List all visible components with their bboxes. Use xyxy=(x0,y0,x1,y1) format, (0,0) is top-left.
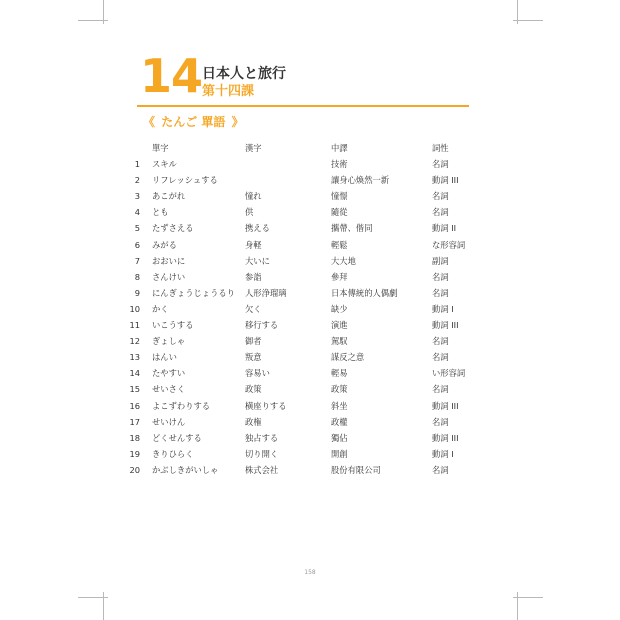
row-kanji: 人形浄瑠璃 xyxy=(245,287,287,298)
column-header-part-of-speech: 詞性 xyxy=(432,143,449,153)
row-number: 10 xyxy=(129,303,140,314)
section-close-bracket: 》 xyxy=(231,115,244,129)
lesson-subtitle: 第十四課 xyxy=(202,84,255,99)
row-meaning: 輕鬆 xyxy=(331,239,348,250)
row-part-of-speech: 名詞 xyxy=(432,191,449,202)
row-meaning: 攜帶、偕同 xyxy=(331,223,373,234)
row-part-of-speech: 名詞 xyxy=(432,271,449,282)
row-kanji: 株式会社 xyxy=(245,464,279,475)
row-part-of-speech: 名詞 xyxy=(432,416,449,427)
row-kanji: 憧れ xyxy=(245,191,262,202)
row-number: 7 xyxy=(134,255,140,266)
row-word: どくせんする xyxy=(152,432,202,443)
section-title-text: たんご 單語 xyxy=(161,115,226,129)
row-word: にんぎょうじょうるり xyxy=(152,287,235,298)
row-meaning: 輕易 xyxy=(331,368,348,379)
section-open-bracket: 《 xyxy=(143,115,156,129)
row-number: 1 xyxy=(134,159,140,169)
row-word: せいけん xyxy=(152,416,186,427)
column-header-kanji: 漢字 xyxy=(245,143,262,153)
row-part-of-speech: な形容詞 xyxy=(432,239,466,250)
row-meaning: 讓身心煥然一新 xyxy=(331,175,390,186)
row-part-of-speech: 動詞 III xyxy=(432,432,459,443)
row-part-of-speech: 動詞 III xyxy=(432,320,459,330)
row-kanji: 叛意 xyxy=(245,352,262,363)
row-word: おおいに xyxy=(152,255,186,266)
row-meaning: 憧憬 xyxy=(331,191,348,202)
row-number: 5 xyxy=(134,223,140,234)
row-number: 9 xyxy=(134,287,140,298)
row-word: たやすい xyxy=(152,368,186,379)
row-number: 8 xyxy=(134,271,140,282)
row-word: ぎょしゃ xyxy=(152,336,186,347)
row-part-of-speech: 名詞 xyxy=(432,336,449,347)
row-kanji: 御者 xyxy=(245,336,262,347)
row-meaning: 政策 xyxy=(331,384,348,395)
row-meaning: 日本傳統的人偶劇 xyxy=(331,287,398,298)
row-kanji: 政策 xyxy=(245,384,262,395)
row-number: 11 xyxy=(129,320,140,330)
row-kanji: 携える xyxy=(245,223,270,234)
row-number: 20 xyxy=(129,464,140,475)
row-word: きりひらく xyxy=(152,448,194,459)
row-kanji: 横座りする xyxy=(245,400,287,411)
row-kanji: 欠く xyxy=(245,303,262,314)
row-number: 13 xyxy=(129,352,140,363)
row-meaning: 政權 xyxy=(331,416,348,427)
row-meaning: 演進 xyxy=(331,320,348,330)
row-word: かぶしきがいしゃ xyxy=(152,464,219,475)
row-meaning: 技術 xyxy=(331,159,348,169)
row-part-of-speech: い形容詞 xyxy=(432,368,466,379)
row-word: あこがれ xyxy=(152,191,186,202)
lesson-number: 14 xyxy=(140,49,203,103)
row-word: スキル xyxy=(152,159,177,169)
row-meaning: 隨從 xyxy=(331,207,348,218)
row-kanji: 切り開く xyxy=(245,448,279,459)
row-part-of-speech: 名詞 xyxy=(432,352,449,363)
row-number: 16 xyxy=(129,400,140,411)
row-kanji: 大いに xyxy=(245,255,270,266)
row-meaning: 獨佔 xyxy=(331,432,348,443)
row-part-of-speech: 名詞 xyxy=(432,384,449,395)
row-number: 2 xyxy=(134,175,140,186)
column-header-word: 單字 xyxy=(152,143,169,153)
row-part-of-speech: 名詞 xyxy=(432,207,449,218)
row-number: 15 xyxy=(129,384,140,395)
row-meaning: 大大地 xyxy=(331,255,356,266)
row-word: リフレッシュする xyxy=(152,175,218,186)
row-kanji: 容易い xyxy=(245,368,270,379)
row-word: とも xyxy=(152,207,169,218)
row-part-of-speech: 動詞 II xyxy=(432,223,457,234)
row-kanji: 政権 xyxy=(245,416,262,427)
row-kanji: 身軽 xyxy=(245,239,262,250)
row-meaning: 斜坐 xyxy=(331,400,348,411)
lesson-title: 日本人と旅行 xyxy=(202,66,286,82)
row-part-of-speech: 動詞 I xyxy=(432,303,454,314)
row-part-of-speech: 名詞 xyxy=(432,464,449,475)
row-number: 4 xyxy=(134,207,140,218)
row-meaning: 謀反之意 xyxy=(331,352,365,363)
row-part-of-speech: 名詞 xyxy=(432,159,449,169)
row-kanji: 移行する xyxy=(245,320,279,330)
row-number: 17 xyxy=(129,416,140,427)
row-number: 3 xyxy=(134,191,140,202)
row-part-of-speech: 動詞 I xyxy=(432,448,454,459)
row-word: たずさえる xyxy=(152,223,194,234)
row-word: いこうする xyxy=(152,320,194,330)
row-part-of-speech: 動詞 III xyxy=(432,400,459,411)
row-part-of-speech: 副詞 xyxy=(432,255,449,266)
row-part-of-speech: 動詞 III xyxy=(432,175,459,186)
row-number: 14 xyxy=(129,368,140,379)
row-number: 12 xyxy=(129,336,140,347)
row-word: せいさく xyxy=(152,384,186,395)
row-number: 19 xyxy=(129,448,140,459)
row-meaning: 股份有限公司 xyxy=(331,464,381,475)
row-number: 6 xyxy=(134,239,140,250)
row-kanji: 供 xyxy=(245,207,254,218)
row-number: 18 xyxy=(129,432,140,443)
row-meaning: 參拜 xyxy=(331,271,348,282)
row-word: はんい xyxy=(152,352,177,363)
row-kanji: 独占する xyxy=(245,432,279,443)
row-part-of-speech: 名詞 xyxy=(432,287,449,298)
row-meaning: 缺少 xyxy=(331,303,348,314)
column-header-meaning: 中譯 xyxy=(331,143,348,153)
page-number: 158 xyxy=(304,569,316,576)
row-word: かく xyxy=(152,303,169,314)
row-kanji: 参詣 xyxy=(245,271,262,282)
row-word: よこずわりする xyxy=(152,400,211,411)
row-meaning: 駕馭 xyxy=(331,336,348,347)
row-word: さんけい xyxy=(152,271,186,282)
row-meaning: 開創 xyxy=(331,448,348,459)
row-word: みがる xyxy=(152,239,177,250)
